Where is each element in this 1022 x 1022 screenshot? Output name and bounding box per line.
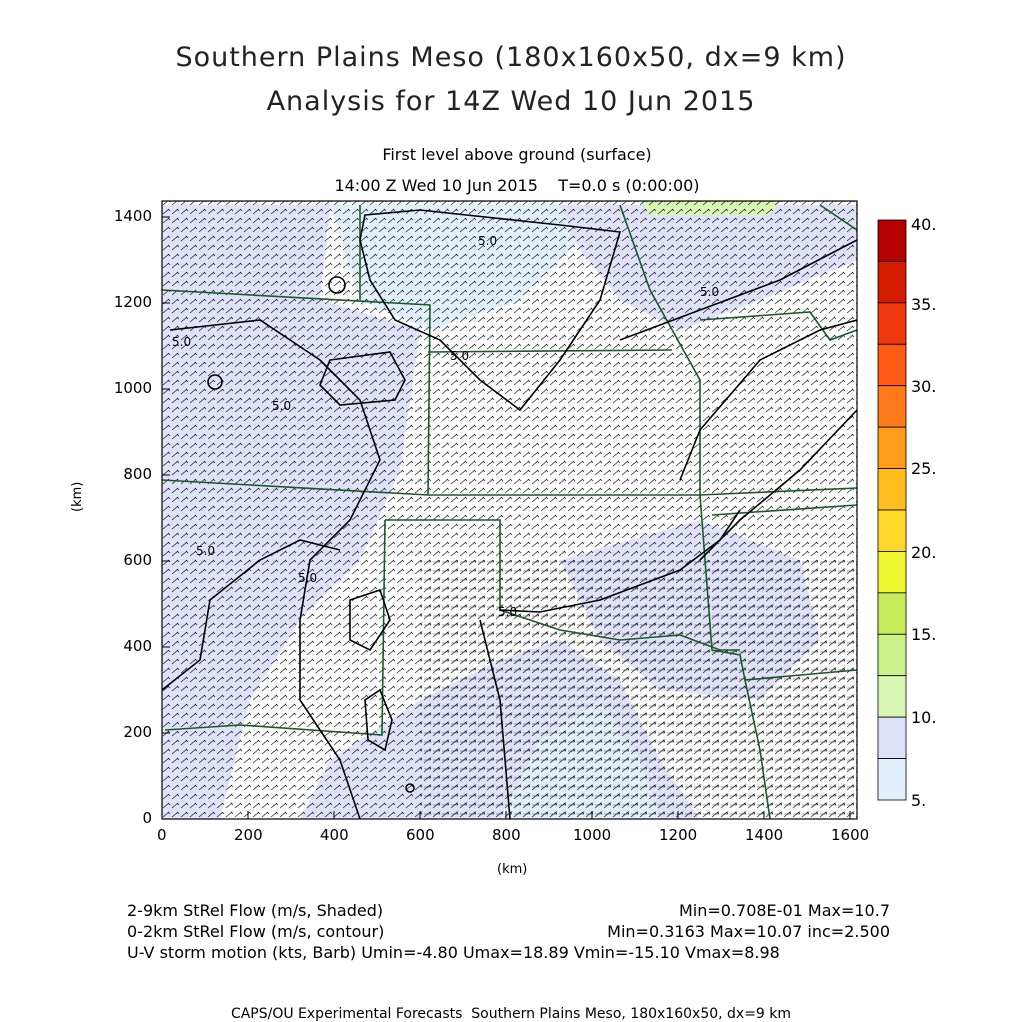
y-tick-label: 1400: [113, 207, 152, 225]
contour-label: 5.0: [272, 399, 292, 413]
colorbar-label: 35.: [911, 295, 937, 314]
x-tick-label: 1200: [659, 826, 698, 844]
legend-contour-label: 0-2km StRel Flow (m/s, contour): [127, 922, 385, 941]
y-axis-label: (km): [70, 481, 85, 512]
contour-label: 5.0: [700, 285, 720, 299]
colorbar-label: 25.: [911, 459, 937, 478]
x-tick-label: 400: [320, 826, 349, 844]
x-tick-label: 800: [492, 826, 521, 844]
wind-barbs-south: [420, 560, 857, 819]
y-tick-label: 1000: [113, 379, 152, 397]
x-tick-label: 1000: [573, 826, 612, 844]
colorbar-swatch: [878, 717, 906, 758]
x-tick-label: 1400: [745, 826, 784, 844]
colorbar-label: 15.: [911, 625, 937, 644]
colorbar-swatch: [878, 261, 906, 302]
legend-shaded-stats: Min=0.708E-01 Max=10.7: [678, 901, 890, 920]
colorbar-swatch: [878, 303, 906, 344]
colorbar-swatch: [878, 510, 906, 551]
x-tick-label: 600: [406, 826, 435, 844]
colorbar: [878, 220, 906, 800]
colorbar-swatch: [878, 386, 906, 427]
colorbar-label: 20.: [911, 543, 937, 562]
colorbar-label: 10.: [911, 708, 937, 727]
contour-label: 5.0: [498, 605, 518, 619]
colorbar-swatch: [878, 759, 906, 800]
legend-shaded-label: 2-9km StRel Flow (m/s, Shaded): [127, 901, 384, 920]
colorbar-swatch: [878, 676, 906, 717]
level-subtitle: First level above ground (surface): [382, 145, 652, 164]
map-title-line1: Southern Plains Meso (180x160x50, dx=9 km): [175, 42, 847, 73]
colorbar-swatch: [878, 469, 906, 510]
contour-label: 5.0: [450, 349, 470, 363]
footer-credit: CAPS/OU Experimental Forecasts Southern Plains Meso, 180x160x50, dx=9 km: [230, 1006, 792, 1022]
x-tick-label: 0: [157, 826, 167, 844]
contour-label: 5.0: [196, 544, 216, 558]
colorbar-label: 30.: [911, 377, 937, 396]
y-tick-label: 800: [123, 465, 152, 483]
y-tick-label: 0: [142, 809, 152, 827]
contour-label: 5.0: [172, 335, 192, 349]
colorbar-label: 40.: [911, 215, 937, 234]
contour-label: 5.0: [298, 571, 318, 585]
colorbar-swatch: [878, 427, 906, 468]
time-subtitle: 14:00 Z Wed 10 Jun 2015 T=0.0 s (0:00:00): [334, 176, 700, 195]
colorbar-swatch: [878, 220, 906, 261]
colorbar-label: 5.: [911, 791, 927, 810]
contour-label: 5.0: [478, 234, 498, 248]
y-tick-label: 600: [123, 551, 152, 569]
colorbar-swatch: [878, 593, 906, 634]
legend-barb-label: U-V storm motion (kts, Barb) Umin=-4.80 Umax=18.89 Vmin=-15.10 Vmax=8.98: [127, 943, 780, 962]
x-tick-label: 200: [234, 826, 263, 844]
map-title-line2: Analysis for 14Z Wed 10 Jun 2015: [266, 86, 756, 117]
y-tick-label: 400: [123, 637, 152, 655]
x-tick-label: 1600: [831, 826, 870, 844]
colorbar-swatch: [878, 634, 906, 675]
legend-contour-stats: Min=0.3163 Max=10.07 inc=2.500: [607, 922, 890, 941]
y-tick-label: 1200: [113, 293, 152, 311]
colorbar-swatch: [878, 551, 906, 592]
y-tick-label: 200: [123, 723, 152, 741]
colorbar-swatch: [878, 344, 906, 385]
x-axis-label: (km): [497, 862, 528, 877]
